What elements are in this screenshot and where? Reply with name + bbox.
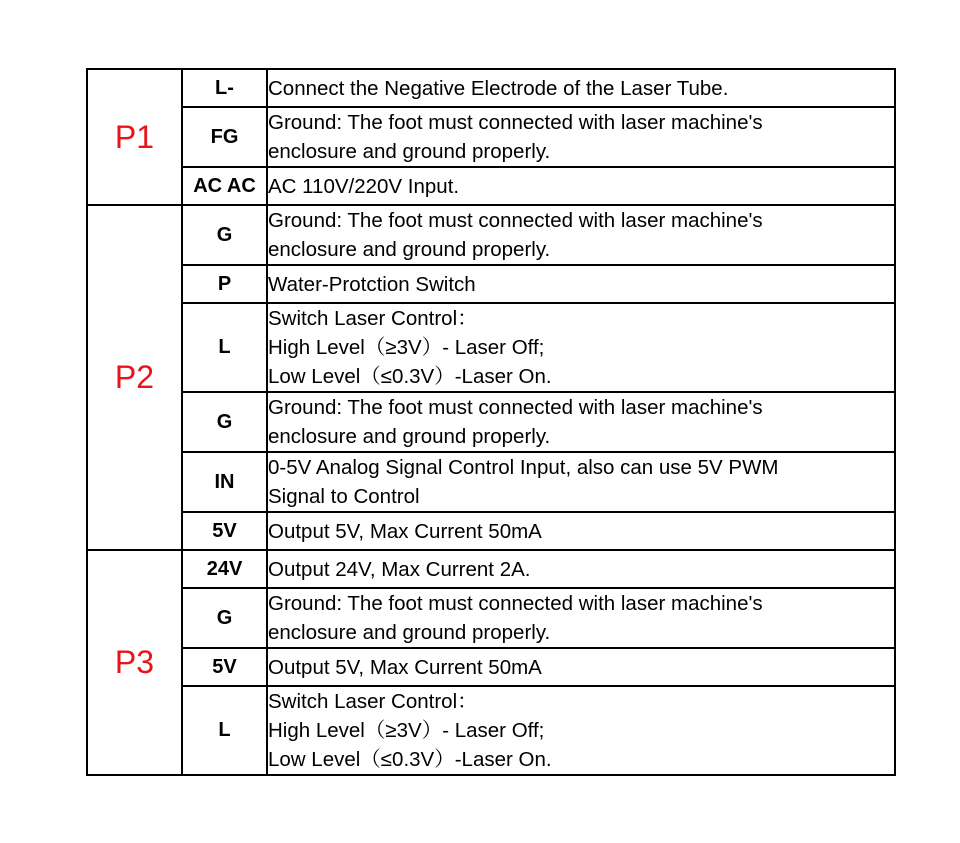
pin-description (267, 452, 895, 512)
description-line: enclosure and ground properly. (268, 238, 551, 261)
pin-label: P (182, 265, 267, 303)
table-row (87, 550, 895, 588)
pin-table-body (87, 69, 895, 775)
table-row (87, 265, 895, 303)
pin-label: G (182, 205, 267, 265)
pin-description (267, 303, 895, 392)
description-line: Ground: The foot must connected with laser machine's (268, 111, 763, 134)
table-row (87, 512, 895, 550)
description-line: Connect the Negative Electrode of the Laser Tube. (268, 76, 729, 100)
pin-description (267, 648, 895, 686)
table-row (87, 392, 895, 452)
pin-description (267, 205, 895, 265)
description-line: High Level（≥3V）- Laser Off; (268, 336, 545, 359)
pin-description (267, 69, 895, 107)
pin-definition-table (86, 68, 896, 776)
pin-label: IN (182, 452, 267, 512)
description-line: Water-Protction Switch (268, 272, 476, 296)
pin-label: G (182, 392, 267, 452)
description-line: AC 110V/220V Input. (268, 174, 460, 198)
description-line: Switch Laser Control： (268, 307, 478, 330)
table-row (87, 303, 895, 392)
description-line: High Level（≥3V）- Laser Off; (268, 719, 545, 742)
description-line: enclosure and ground properly. (268, 140, 551, 163)
group-label-p3: P3 (87, 550, 182, 775)
description-line: Ground: The foot must connected with laser machine's (268, 209, 763, 232)
table-row (87, 452, 895, 512)
pin-description (267, 550, 895, 588)
table-row (87, 205, 895, 265)
pin-label: L- (182, 69, 267, 107)
description-line: Output 24V, Max Current 2A. (268, 557, 531, 581)
pin-label: 5V (182, 648, 267, 686)
pin-description (267, 392, 895, 452)
description-line: 0-5V Analog Signal Control Input, also can use 5V PWM (268, 456, 779, 479)
pin-description (267, 686, 895, 775)
description-line: Output 5V, Max Current 50mA (268, 519, 542, 543)
table-row (87, 167, 895, 205)
pin-label: 5V (182, 512, 267, 550)
table-row (87, 648, 895, 686)
description-line: enclosure and ground properly. (268, 425, 551, 448)
pin-label: 24V (182, 550, 267, 588)
pin-description (267, 265, 895, 303)
description-line: Ground: The foot must connected with laser machine's (268, 396, 763, 419)
pin-description (267, 588, 895, 648)
description-line: Low Level（≤0.3V）-Laser On. (268, 748, 552, 771)
pin-label: L (182, 686, 267, 775)
group-label-p2: P2 (87, 205, 182, 550)
group-label-p1: P1 (87, 69, 182, 205)
pin-description (267, 107, 895, 167)
description-line: Low Level（≤0.3V）-Laser On. (268, 365, 552, 388)
description-line: Ground: The foot must connected with laser machine's (268, 592, 763, 615)
pin-description (267, 512, 895, 550)
table-row (87, 69, 895, 107)
pin-label: L (182, 303, 267, 392)
pin-label: G (182, 588, 267, 648)
description-line: Output 5V, Max Current 50mA (268, 655, 542, 679)
description-line: Signal to Control (268, 485, 420, 508)
table-row (87, 107, 895, 167)
table-row (87, 686, 895, 775)
description-line: Switch Laser Control： (268, 690, 478, 713)
pin-label: AC AC (182, 167, 267, 205)
pin-label: FG (182, 107, 267, 167)
description-line: enclosure and ground properly. (268, 621, 551, 644)
pin-description (267, 167, 895, 205)
table-row (87, 588, 895, 648)
